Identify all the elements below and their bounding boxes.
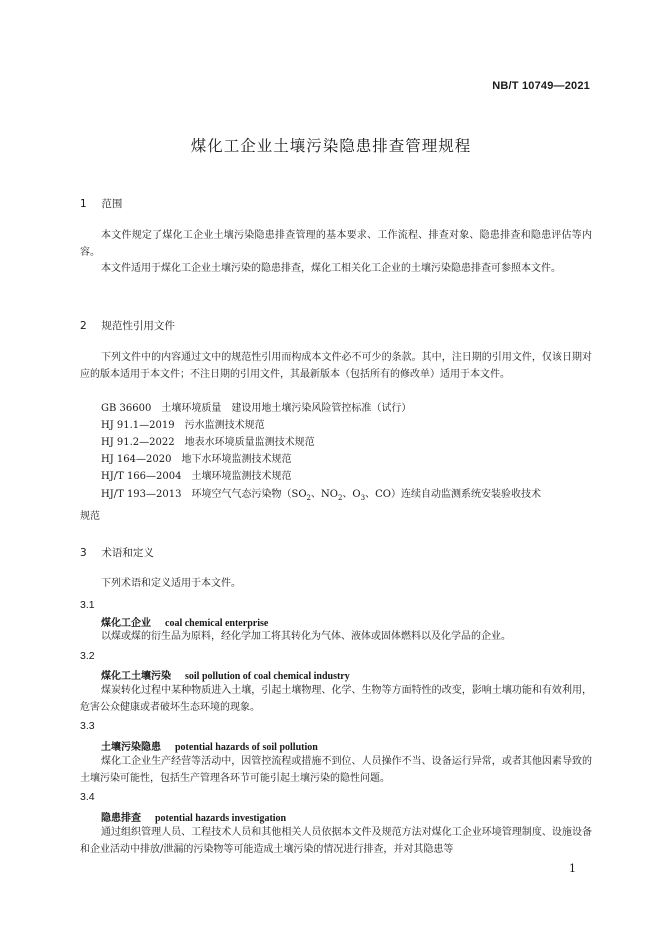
section-title: 规范性引用文件 [101,320,175,332]
term-definition: 通过组织管理人员、工程技术人员和其他相关人员依据本文件及规范方法对煤化工企业环境管理制度、设施设备和企业活动中排放/泄漏的污染物等可能造成土壤污染的情况进行排查，并对其隐患等 [80,827,592,855]
reference-text: 、CO）连续自动监测系统安装验收技术 [365,489,541,500]
subscript: 2 [337,494,343,502]
paragraph: 下列文件中的内容通过文中的规范性引用而构成本文件必不可少的条款。其中，注日期的引用文件，仅该日期对应的版本适用于本文件；不注日期的引用文件，其最新版本（包括所有的修改单）适用于本文件。 [80,352,592,380]
reference-text: HJ/T 193—2013 环境空气气态污染物（SO [101,489,307,500]
section-number: 1 [80,198,87,210]
page-number: 1 [569,862,576,875]
term-number: 3.4 [80,791,95,803]
section-title: 范围 [101,198,123,210]
term-title [101,738,318,753]
term-zh: 煤化工企业 [101,618,151,629]
term-en: coal chemical enterprise [165,618,269,629]
reference-text: 、NO [311,489,338,500]
standard-number: NB/T 10749—2021 [492,80,590,92]
term-en: potential hazards of soil pollution [175,742,318,753]
paragraph: 本文件适用于煤化工企业土壤污染的隐患排查，煤化工相关化工企业的土壤污染隐患排查可参照本文件。 [101,263,561,274]
term-number: 3.3 [80,720,95,732]
section-number: 3 [80,547,87,559]
term-zh: 煤化工土壤污染 [101,671,171,682]
reference-item [101,487,592,507]
section-number: 2 [80,320,87,332]
reference-item: HJ/T 166—2004 土壤环境监测技术规范 [101,471,292,482]
subscript: 2 [306,494,312,502]
section-heading-2 [80,318,175,333]
reference-item: HJ 164—2020 地下水环境监测技术规范 [101,454,292,465]
term-title [101,614,268,629]
term-number: 3.1 [80,599,95,611]
section-heading-1 [80,196,122,211]
reference-item: GB 36600 土壤环境质量 建设用地土壤污染风险管控标准（试行） [101,403,412,414]
reference-continuation: 规范 [80,511,100,522]
term-en: potential hazards investigation [155,813,287,824]
section-title: 术语和定义 [101,547,154,559]
term-title [101,667,350,682]
subscript: 3 [360,494,366,502]
term-zh: 隐患排查 [101,813,141,824]
reference-text: 、O [342,489,361,500]
term-definition: 以煤或煤的衍生品为原料，经化学加工将其转化为气体、液体或固体燃料以及化学品的企业。 [101,631,511,642]
term-en: soil pollution of coal chemical industry [185,671,350,682]
paragraph: 下列术语和定义适用于本文件。 [101,578,241,589]
document-title: 煤化工企业土壤污染隐患排查管理规程 [190,137,472,155]
term-title [101,809,286,824]
term-definition: 煤化工企业生产经营等活动中，因管控流程或措施不到位、人员操作不当、设备运行异常，或者其他因素导致的土壤污染可能性，包括生产管理各环节可能引起土壤污染的隐性问题。 [80,756,592,784]
section-heading-3 [80,545,154,560]
term-definition: 煤炭转化过程中某种物质进入土壤，引起土壤物理、化学、生物等方面特性的改变，影响土壤功能和有效利用，危害公众健康或者破坏生态环境的现象。 [80,685,592,713]
reference-item: HJ 91.2—2022 地表水环境质量监测技术规范 [101,437,315,448]
term-zh: 土壤污染隐患 [101,742,161,753]
reference-item: HJ 91.1—2019 污水监测技术规范 [101,420,265,431]
paragraph: 本文件规定了煤化工企业土壤污染隐患排查管理的基本要求、工作流程、排查对象、隐患排查和隐患评估等内容。 [80,230,592,258]
term-number: 3.2 [80,650,95,662]
